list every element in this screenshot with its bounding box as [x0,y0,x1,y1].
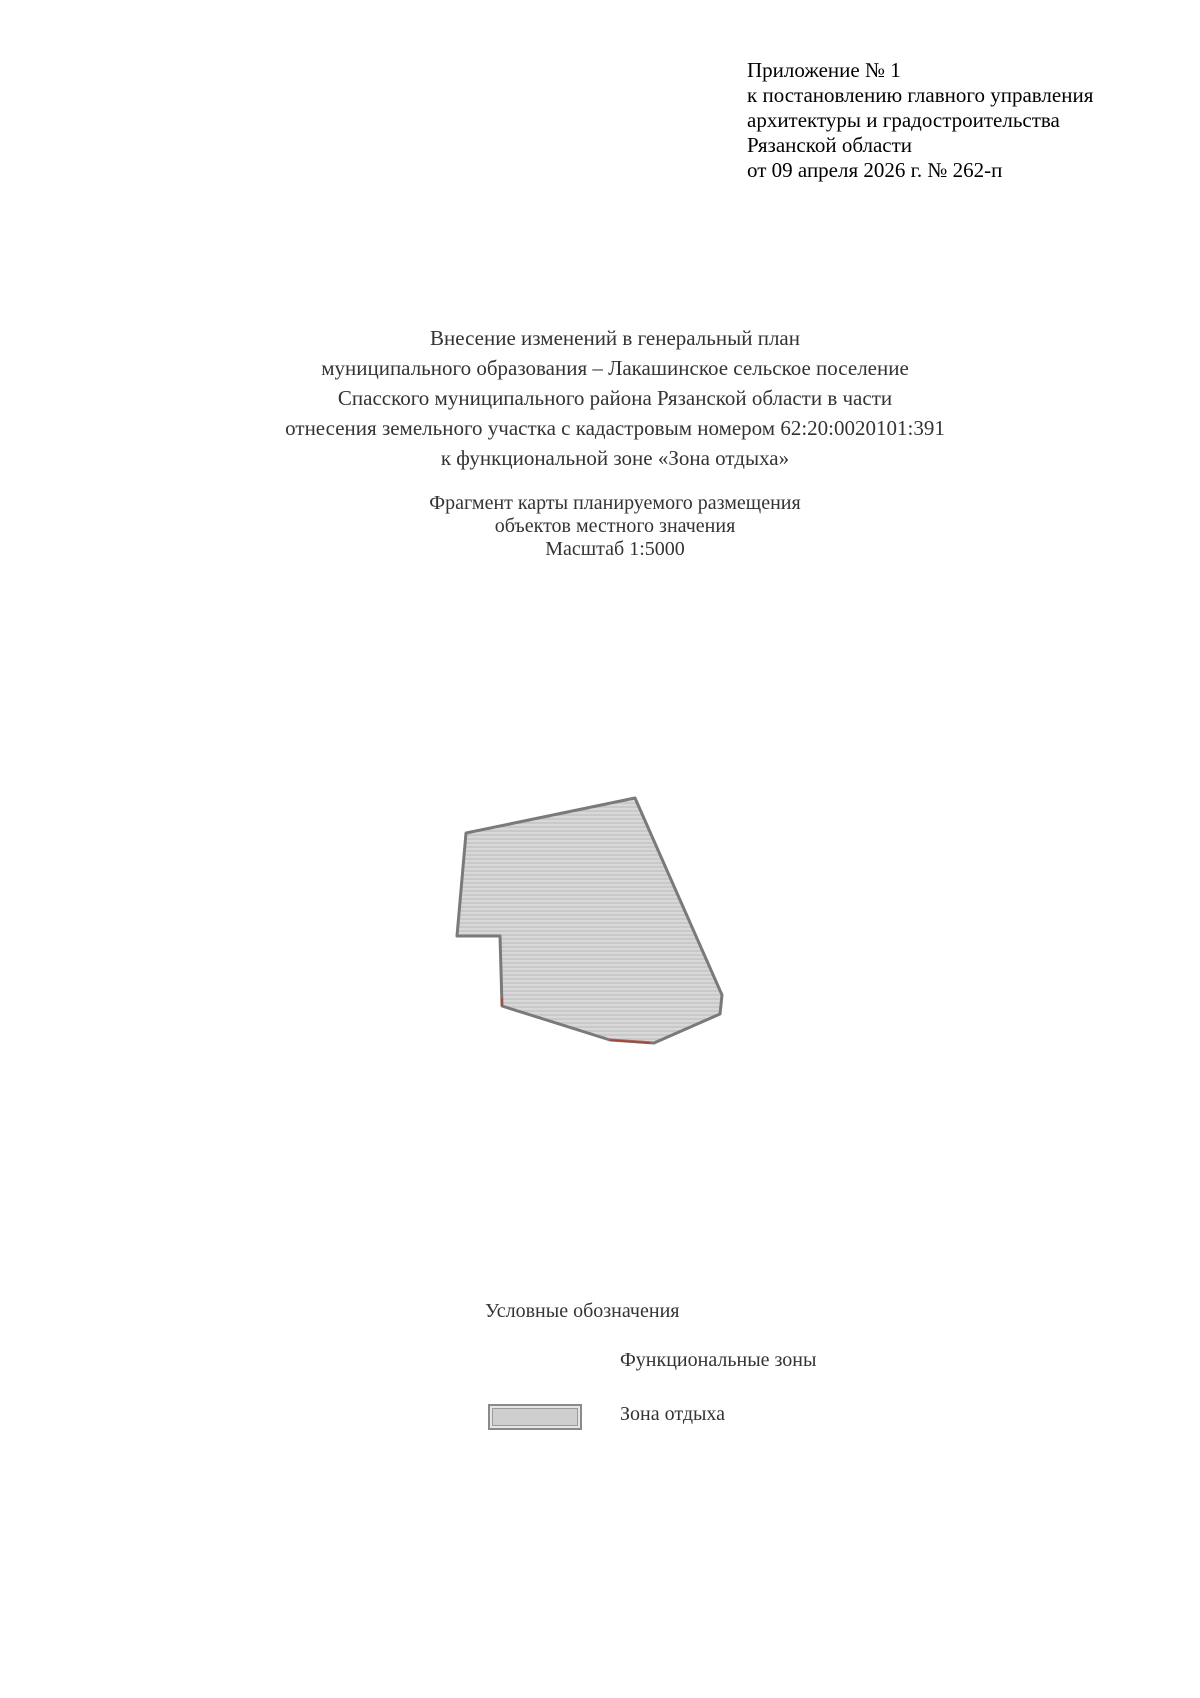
map-fragment [440,780,740,1050]
recreation-zone-parcel [457,798,722,1043]
subtitle-line: объектов местного значения [494,515,736,537]
title-line: к функциональной зоне «Зона отдыха» [440,446,790,470]
appendix-header [747,58,1093,183]
title-line: муниципального образования – Лакашинское сельское поселение [321,356,909,380]
legend-group-title: Функциональные зоны [620,1349,817,1371]
legend-label-recreation-zone: Зона отдыха [620,1403,726,1425]
appendix-line: Рязанской области [747,133,913,157]
title-line: Спасского муниципального района Рязанской области в части [337,386,893,410]
document-title [0,323,1200,473]
appendix-line: Приложение № 1 [747,58,901,82]
appendix-line: от 09 апреля 2026 г. № 262-п [747,158,1003,182]
legend-swatch-recreation-zone [488,1404,582,1430]
title-line: Внесение изменений в генеральный план [430,326,800,350]
appendix-line: архитектуры и градостроительства [747,108,1060,132]
appendix-line: к постановлению главного управления [747,83,1094,107]
scale-label: Масштаб 1:5000 [545,538,685,560]
title-line: отнесения земельного участка с кадастровым номером 62:20:0020101:391 [285,416,945,440]
map-subtitle [0,492,1200,561]
subtitle-line: Фрагмент карты планируемого размещения [429,492,801,514]
legend-heading: Условные обозначения [485,1300,680,1322]
